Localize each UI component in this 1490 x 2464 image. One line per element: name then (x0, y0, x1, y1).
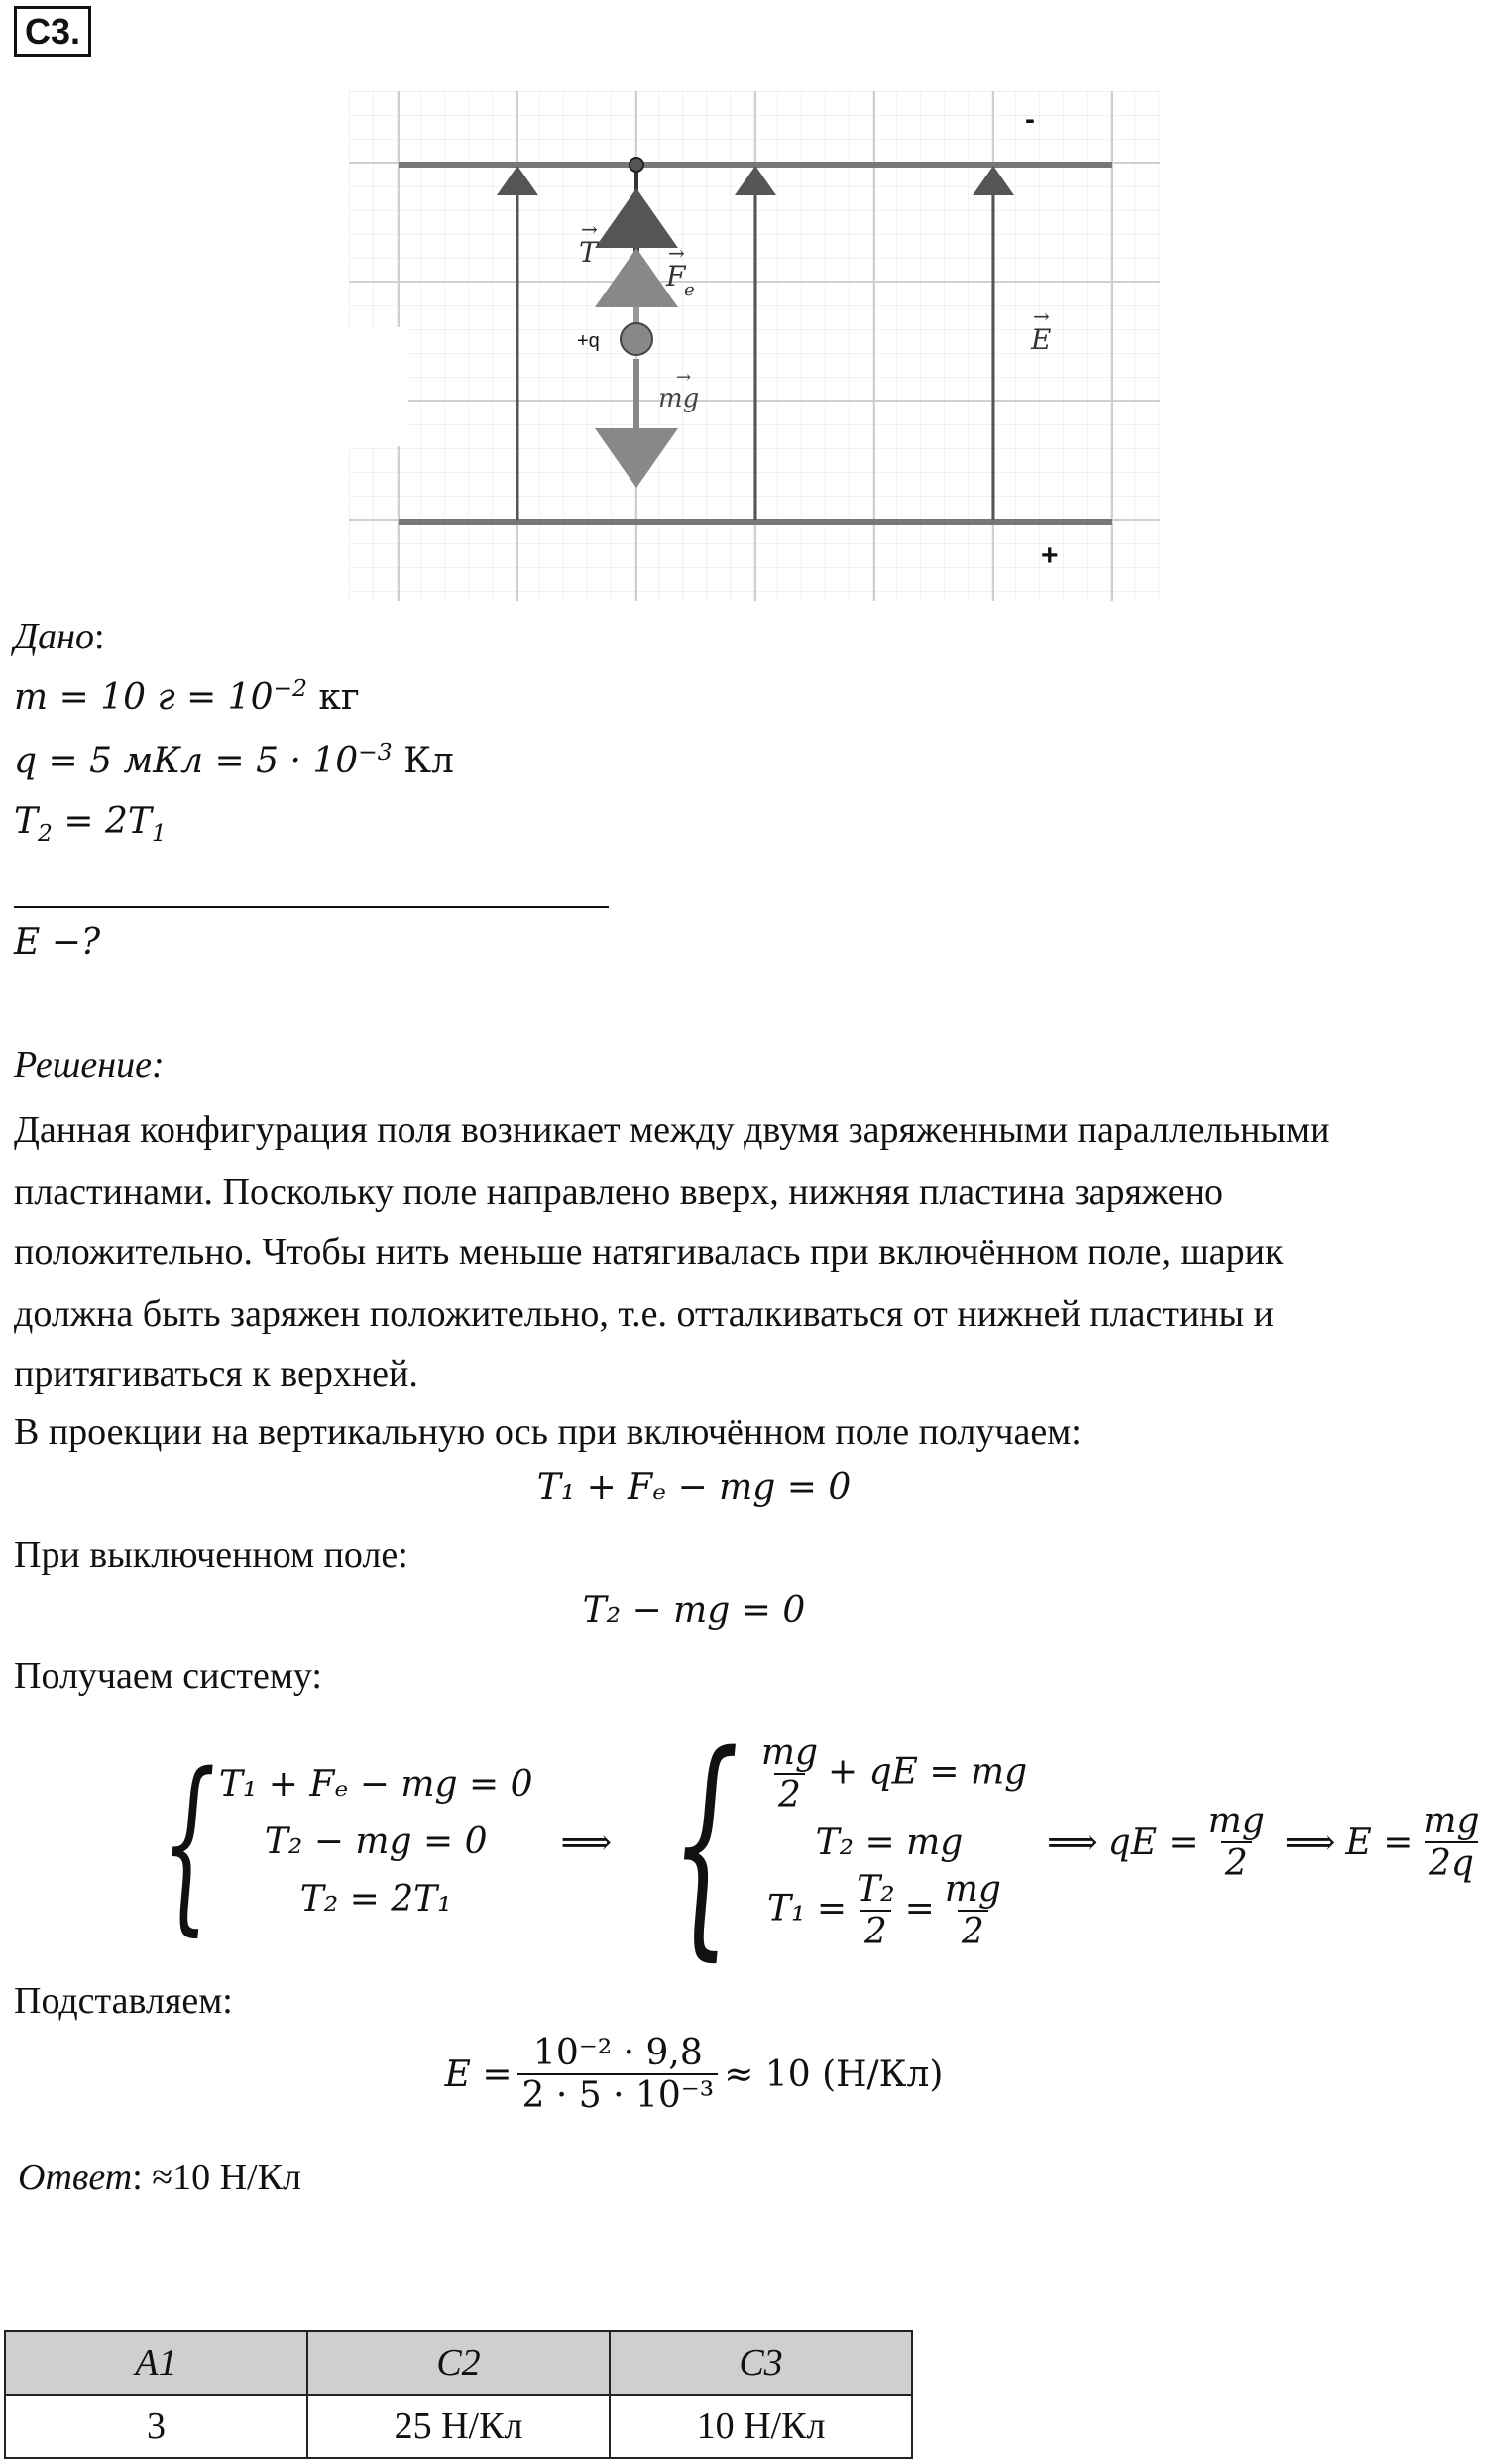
given-tension-relation: $T_2 = 2T_1$ (14, 801, 167, 848)
value-a1: 3 (5, 2395, 307, 2458)
system-two: { $\frac{mg}{2}$ + qE = mg T₂ = mg T₁ = $\frac{\text{T₂}}{2}$ = $\frac{mg}{2}$ (671, 1703, 1028, 1981)
charged-ball (621, 323, 652, 355)
solution-paragraph: Данная конфигурация поля возникает между двумя заряженными параллельными пластинами. Поскольку поле направлено вверх, нижняя пластина заряжено положительно. Чтобы нить меньше натягивалась при включённом поле, шарик должна быть заряжен положительно, т.е. отталкиваться от нижней пластины и притягиваться к верхней. (14, 1110, 1330, 1395)
problem-number: С3. (14, 6, 91, 57)
charge-label: +q (577, 330, 600, 352)
field-diagram (349, 91, 1160, 601)
plus-label: + (1041, 539, 1059, 572)
given-charge: q = 5 мКл = $5 \cdot 10^{-3}$ Кл (14, 738, 454, 781)
svg-text:→: → (581, 217, 598, 241)
header-c2: С2 (307, 2331, 610, 2395)
equation-field-on: T₁ + Fₑ − mg = 0 (536, 1467, 852, 1508)
field-off-text: При выключенном поле: (14, 1534, 408, 1576)
final-calculation: E = $\frac{\text{10⁻² · 9,8}}{\text{2 · 5 · 10⁻³}}$ ≈ 10 (Н/Кл) (444, 2033, 944, 2117)
projection-text: В проекции на вертикальную ось при включённом поле получаем: (14, 1411, 1082, 1453)
svg-text:→: → (1033, 304, 1050, 328)
equation-field-off: T₂ − mg = 0 (582, 1590, 806, 1631)
find-quantity: E −? (14, 922, 101, 963)
svg-text:→: → (668, 241, 685, 265)
electric-force-label: F (666, 260, 686, 293)
answers-table (4, 2330, 913, 2459)
substitute-text: Подставляем: (14, 1980, 233, 2022)
equation-system-row: { T₁ + Fₑ − mg = 0 T₂ − mg = 0 T₂ = 2T₁ ⟹ { $\frac{mg}{2}$ + qE = mg T₂ = mg T₁ = $\frac{\text{T₂}}{2}$ = $\frac{mg}{2}$ ⟹ qE = $\frac{mg}{2}$ ⟹ E = $\frac{mg}{2q}$ (129, 1723, 1490, 1961)
value-c2: 25 Н/Кл (307, 2395, 610, 2458)
svg-text:→: → (676, 367, 692, 388)
header-c3: С3 (610, 2331, 912, 2395)
given-divider (14, 906, 609, 908)
answer-line: Ответ: ≈10 Н/Кл (18, 2157, 301, 2198)
tension-label: T (579, 236, 598, 269)
suspension-point (630, 158, 643, 172)
answers-header-row (5, 2331, 912, 2395)
header-a1: А1 (5, 2331, 307, 2395)
answers-value-row (5, 2395, 912, 2458)
value-c3: 10 Н/Кл (610, 2395, 912, 2458)
svg-text:e: e (684, 280, 695, 300)
given-mass: m = 10 $г = 10^{-2}$ кг (14, 674, 360, 718)
system-one: { T₁ + Fₑ − mg = 0 T₂ − mg = 0 T₂ = 2T₁ (162, 1732, 533, 1952)
given-heading: Дано: (14, 616, 105, 657)
system-text: Получаем систему: (14, 1655, 322, 1697)
solution-heading: Решение: (14, 1044, 165, 1086)
gravity-label: mg (658, 384, 700, 413)
minus-label: - (1025, 103, 1035, 136)
field-label: E (1031, 323, 1052, 356)
